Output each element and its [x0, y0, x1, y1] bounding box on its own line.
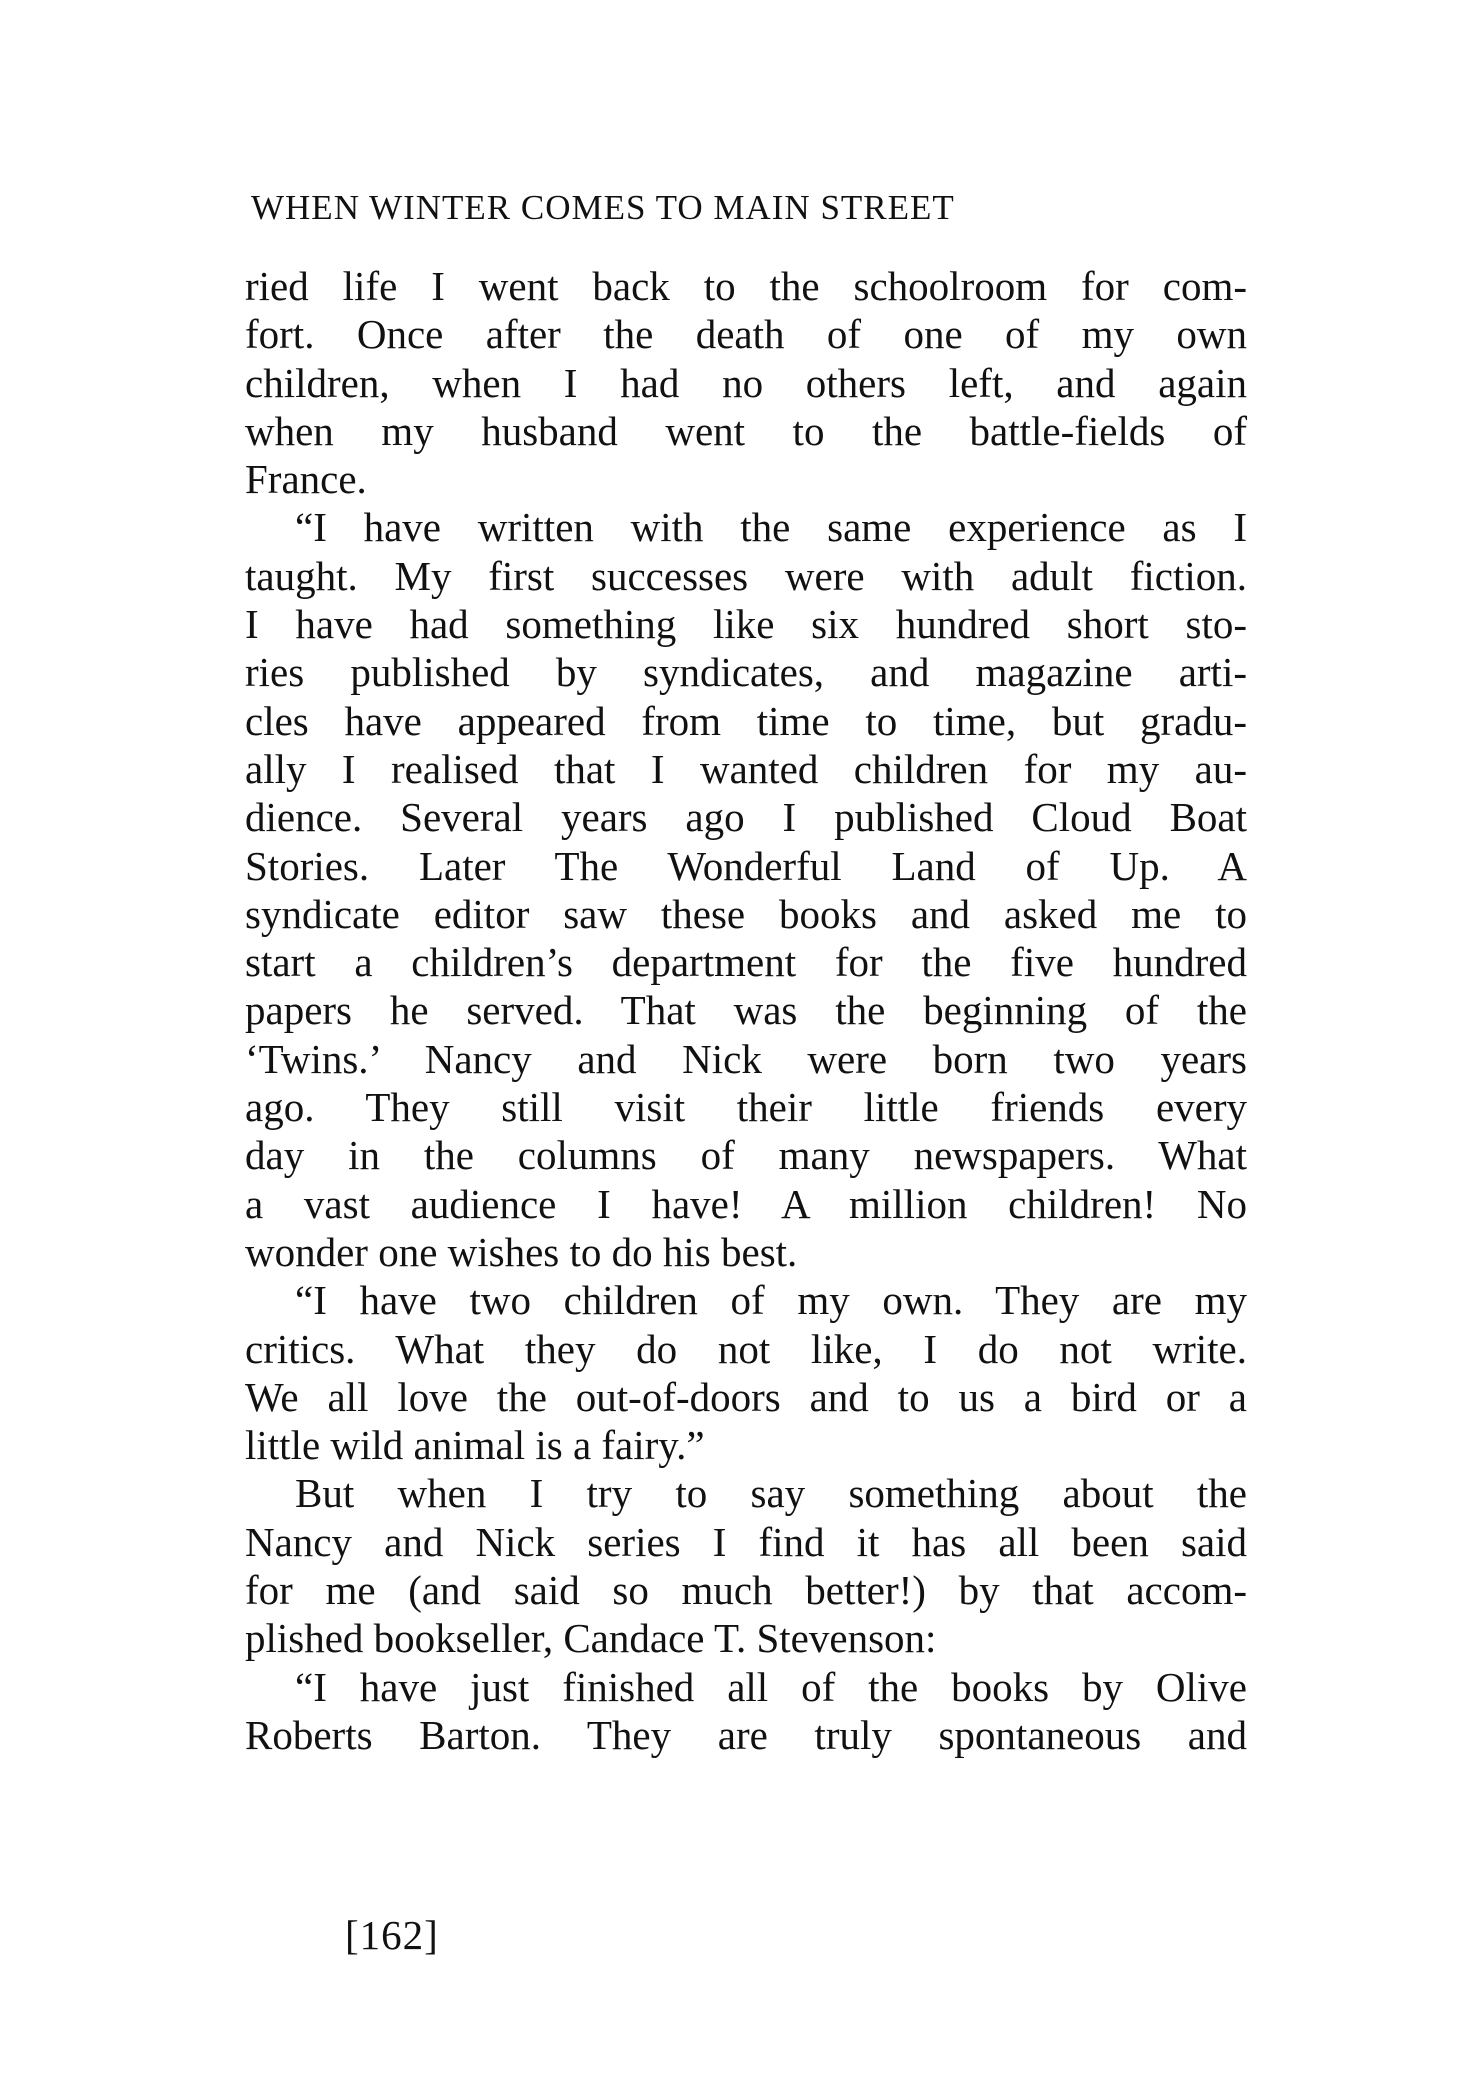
text-line: dience. Several years ago I published Cloud Boat: [245, 794, 1247, 841]
text-line: France.: [245, 456, 367, 503]
text-line: But when I try to say something about the: [295, 1470, 1247, 1517]
text-line: day in the columns of many newspapers. What: [245, 1132, 1247, 1179]
text-line: ally I realised that I wanted children for my au-: [245, 745, 1247, 792]
text-line: fort. Once after the death of one of my own: [245, 311, 1247, 358]
text-line: ries published by syndicates, and magazine arti-: [245, 649, 1247, 696]
text-line: children, when I had no others left, and again: [245, 359, 1247, 406]
text-line: when my husband went to the battle-fields of: [245, 407, 1247, 454]
text-line: We all love the out-of-doors and to us a bird or a: [245, 1373, 1247, 1420]
text-line: ried life I went back to the schoolroom for com-: [245, 263, 1247, 309]
text-line: a vast audience I have! A million children! No: [245, 1180, 1247, 1227]
text-line: taught. My first successes were with adult fiction.: [245, 552, 1247, 599]
text-line: start a children’s department for the five hundred: [245, 939, 1247, 986]
text-line: I have had something like six hundred short sto-: [245, 601, 1247, 648]
text-line: wonder one wishes to do his best.: [245, 1228, 798, 1275]
text-line: for me (and said so much better!) by that accom-: [245, 1567, 1247, 1614]
text-line: “I have two children of my own. They are my: [295, 1277, 1247, 1324]
text-line: syndicate editor saw these books and asked me to: [245, 890, 1247, 937]
text-line: critics. What they do not like, I do not write.: [245, 1325, 1247, 1372]
text-line: “I have just finished all of the books by Olive: [295, 1663, 1247, 1710]
text-line: Nancy and Nick series I find it has all been said: [245, 1518, 1247, 1565]
text-line: plished bookseller, Candace T. Stevenson:: [245, 1615, 937, 1662]
text-line: Roberts Barton. They are truly spontaneous and: [245, 1711, 1247, 1758]
text-line: Stories. Later The Wonderful Land of Up. A: [245, 842, 1247, 889]
page-number: [162]: [345, 1912, 439, 1958]
text-line: little wild animal is a fairy.”: [245, 1422, 705, 1469]
running-head: WHEN WINTER COMES TO MAIN STREET: [251, 188, 955, 227]
text-line: cles have appeared from time to time, but gradu-: [245, 697, 1247, 744]
text-line: ‘Twins.’ Nancy and Nick were born two years: [245, 1035, 1247, 1082]
text-line: ago. They still visit their little friends every: [245, 1084, 1247, 1131]
text-line: papers he served. That was the beginning of the: [245, 987, 1247, 1034]
text-line: “I have written with the same experience as I: [295, 504, 1247, 551]
body-text: [245, 262, 1247, 1759]
